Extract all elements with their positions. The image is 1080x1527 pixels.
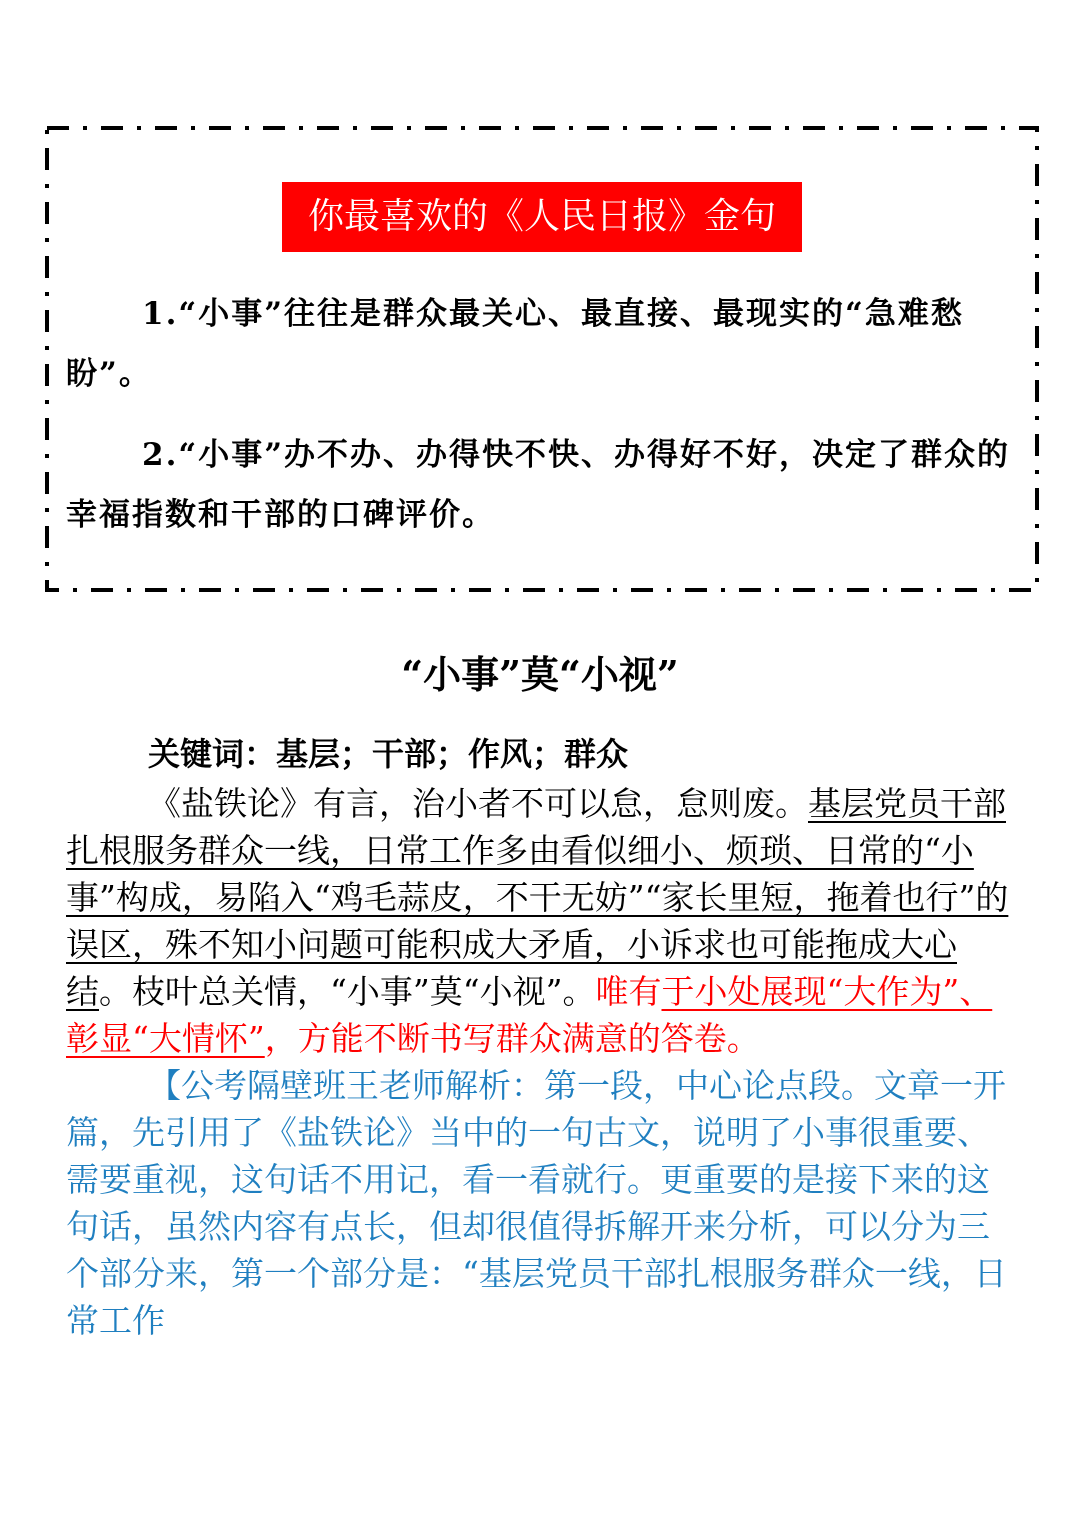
para1-middle: 。枝叶总关情，“小事”莫“小视”。: [99, 972, 596, 1011]
para1-red-underlined: 于小处展现“大作为”、彰显“大情怀”: [66, 972, 993, 1058]
para1-red-a: 唯有: [595, 972, 662, 1011]
quote-item-2: 2.“小事”办不办、办得快不快、办得好不好，决定了群众的幸福指数和干部的口碑评价。: [66, 437, 1011, 533]
para1-lead: 《盐铁论》有言，治小者不可以怠，怠则废。: [148, 784, 808, 823]
para1-red-b: ，方能不断书写群众满意的答卷。: [264, 1019, 760, 1058]
keywords: 关键词：基层；干部；作风；群众: [148, 735, 629, 773]
analysis-paragraph: 【公考隔壁班王老师解析：第一段，中心论点段。文章一开篇，先引用了《盐铁论》当中的一句古文，说明了小事很重要、需要重视，这句话不用记，看一看就行。更重要的是接下来的这句话，虽然内容有点长，但却很值得拆解开来分析，可以分为三个部分来，第一个部分是：“基层党员干部扎根服务群众一线，日常工作: [66, 1066, 1007, 1340]
banner-title: 你最喜欢的《人民日报》金句: [282, 182, 802, 252]
para1-underlined: 基层党员干部扎根服务群众一线，日常工作多由看似细小、烦琐、日常的“小事”构成，易陷入“鸡毛蒜皮，不干无妨”“家长里短，拖着也行”的误区，殊不知小问题可能积成大矛盾，小诉求也可能拖成大心结: [66, 784, 1009, 1011]
article-body: [66, 780, 1016, 1344]
article-title: “小事”莫“小视”: [401, 652, 679, 697]
quote-item-1: 1.“小事”往往是群众最关心、最直接、最现实的“急难愁盼”。: [66, 296, 964, 392]
